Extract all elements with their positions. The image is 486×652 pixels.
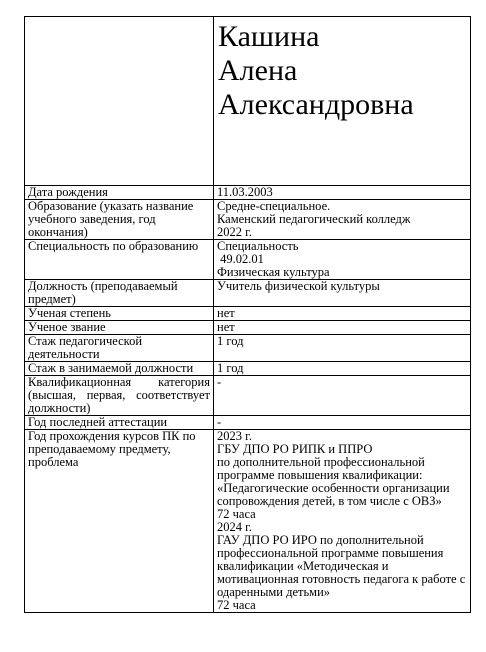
table-row-specialty xyxy=(25,240,471,280)
table-row-title xyxy=(25,321,471,335)
row-label: Ученое звание xyxy=(25,321,214,335)
row-label: Год прохождения курсов ПК по преподаваемому предмету, проблема xyxy=(25,430,214,613)
name-row xyxy=(25,17,471,186)
row-value: нет xyxy=(214,307,471,321)
value-line: Специальность xyxy=(217,239,299,253)
row-value xyxy=(214,430,471,613)
photo-placeholder-cell xyxy=(25,17,214,186)
table-row-attestation-year xyxy=(25,416,471,430)
value-line: 2023 г. xyxy=(217,429,252,443)
value-line: 49.02.01 xyxy=(217,252,264,266)
value-line: ГБУ ДПО РО РИПК и ППРО xyxy=(217,442,373,456)
row-label: Квалификационная категория (высшая, первая, соответствует должности) xyxy=(25,376,214,416)
row-label: Стаж в занимаемой должности xyxy=(25,362,214,376)
row-value xyxy=(214,200,471,240)
table-row-qualification xyxy=(25,376,471,416)
value-line: ГАУ ДПО РО ИРО по дополнительной профессиональной программе повышения квалификации «Методическая и мотивационная готовность педагога к работе с одаренными детьми» xyxy=(217,533,466,599)
table-row-position-experience xyxy=(25,362,471,376)
table-row-degree xyxy=(25,307,471,321)
value-line: 72 часа xyxy=(217,507,256,521)
teacher-info-table xyxy=(24,16,471,613)
row-label: Должность (преподаваемый предмет) xyxy=(25,280,214,307)
value-line: 2024 г. xyxy=(217,520,252,534)
value-line: Средне-специальное. xyxy=(217,199,331,213)
row-value: нет xyxy=(214,321,471,335)
table-row-teaching-experience xyxy=(25,335,471,362)
patronymic: Александровна xyxy=(218,88,414,121)
surname: Кашина xyxy=(218,20,320,53)
row-value: 1 год xyxy=(214,335,471,362)
value-line: 72 часа xyxy=(217,598,256,612)
table-row-birth-date xyxy=(25,186,471,200)
row-label: Стаж педагогической деятельности xyxy=(25,335,214,362)
row-value xyxy=(214,240,471,280)
value-line: по дополнительной профессиональной программе повышения квалификации: «Педагогические особенности организации сопровождения детей, в том числе с ОВЗ» xyxy=(217,455,450,508)
row-label: Год последней аттестации xyxy=(25,416,214,430)
value-line: Каменский педагогический колледж xyxy=(217,212,411,226)
row-label: Дата рождения xyxy=(25,186,214,200)
row-value: 1 год xyxy=(214,362,471,376)
table-row-courses xyxy=(25,430,471,613)
table-row-education xyxy=(25,200,471,240)
full-name-cell xyxy=(214,17,471,186)
row-label: Образование (указать название учебного заведения, год окончания) xyxy=(25,200,214,240)
value-line: 2022 г. xyxy=(217,225,252,239)
row-value: - xyxy=(214,416,471,430)
first-name: Алена xyxy=(218,54,298,87)
table-row-position xyxy=(25,280,471,307)
row-value: - xyxy=(214,376,471,416)
row-value: Учитель физической культуры xyxy=(214,280,471,307)
row-label: Специальность по образованию xyxy=(25,240,214,280)
row-value: 11.03.2003 xyxy=(214,186,471,200)
value-line: Физическая культура xyxy=(217,265,330,279)
row-label: Ученая степень xyxy=(25,307,214,321)
